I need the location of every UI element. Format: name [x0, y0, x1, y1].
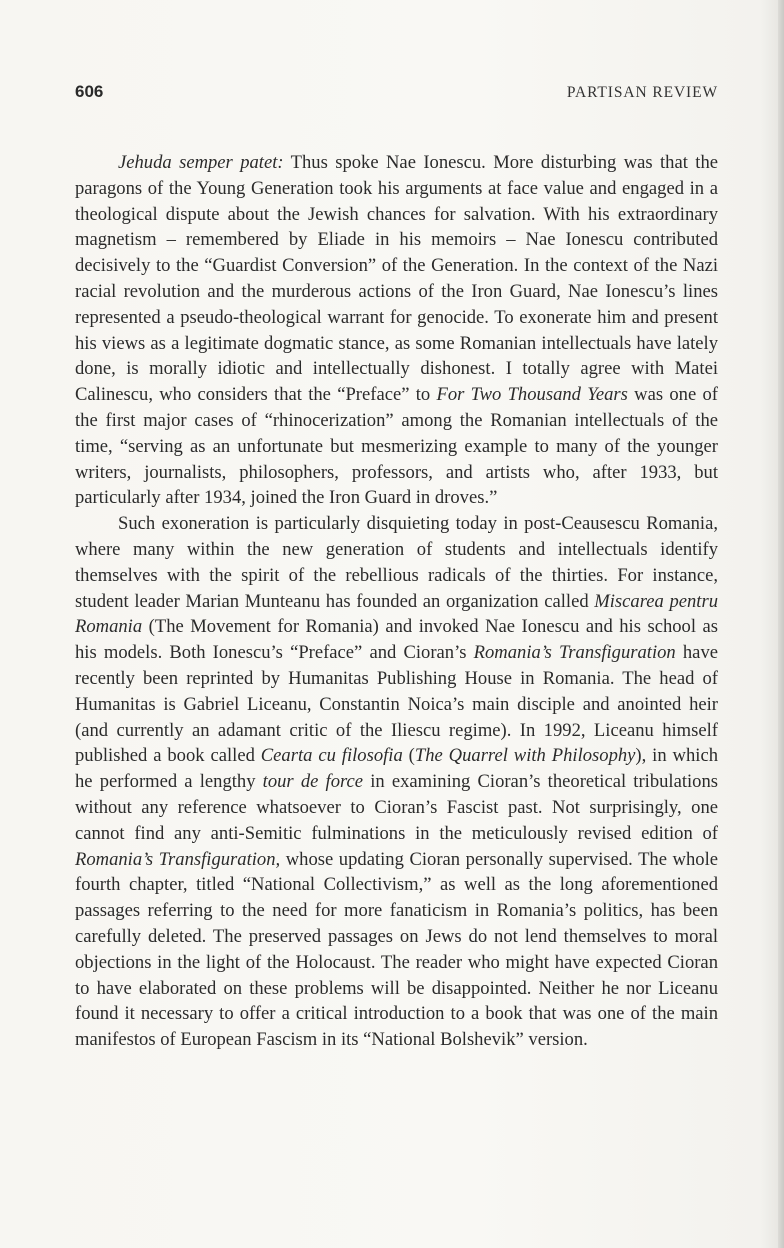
- text-span: in examining Cioran’s theoretical tribulations without any reference whatsoever to Cioran’s Fascist past. Not surprisingly, one cannot find any anti-Semitic fulminations in the meticulously revised edition of: [75, 771, 718, 844]
- italic-phrase: Jehuda semper patet:: [118, 152, 284, 173]
- book-title: For Two Thousand Years: [436, 384, 628, 406]
- italic-phrase: tour de force: [262, 771, 364, 793]
- paragraph-2: [75, 511, 718, 1053]
- page-number: 606: [75, 82, 104, 101]
- paragraph-1: [75, 150, 718, 511]
- text-span: whose updating Cioran personally supervised. The whole fourth chapter, titled “National Collectivism,” as well as the long aforementioned passages referring to the need for more fanaticism in Romania’s politics, has been carefully deleted. The preserved passages on Jews do not lend themselves to moral objections in the light of the Holocaust. The reader who might have expected Cioran to have elaborated on these problems will be disappointed. Neither he nor Liceanu found it necessary to offer a critical introduction to a book that was one of the main manifestos of European Fascism in its “National Bolshevik” version.: [75, 848, 718, 1051]
- book-title: Romania’s Transfiguration: [473, 642, 676, 664]
- organization-name: Miscarea pentru Romania: [75, 590, 718, 638]
- text-span: was one of the first major cases of “rhinocerization” among the Romanian intellectuals of the time, “serving as an unfortunate but mesmerizing example to many of the younger writers, journalists, philosophers, professors, and artists who, after 1933, but particularly after 1934, joined the Iron Guard in droves.”: [75, 384, 718, 509]
- book-title: The Quarrel with Philosophy: [414, 745, 636, 767]
- text-span: ), in which he performed a lengthy: [75, 745, 718, 793]
- page-header: [75, 82, 718, 106]
- body-text: [75, 150, 718, 1053]
- text-span: have recently been reprinted by Humanitas Publishing House in Romania. The head of Humanitas is Gabriel Liceanu, Constantin Noica’s main disciple and anointed heir (and currently an adamant critic of the Iliescu regime). In 1992, Liceanu himself published a book called: [75, 642, 718, 767]
- book-title: Romania’s Transfiguration,: [75, 848, 281, 870]
- text-span: Such exoneration is particularly disquieting today in post-Ceausescu Romania, where many within the new generation of students and intellectuals identify themselves with the spirit of the rebellious radicals of the thirties. For instance, student leader Marian Munteanu has founded an organization called: [75, 513, 718, 612]
- text-span: (: [402, 745, 415, 767]
- page-edge: [778, 0, 784, 1248]
- book-title: Cearta cu filosofia: [260, 745, 403, 767]
- running-head: PARTISAN REVIEW: [566, 84, 718, 101]
- text-span: Thus spoke Nae Ionescu. More disturbing was that the paragons of the Young Generation took his arguments at face value and engaged in a theological dispute about the Jewish chances for salvation. With his extraordinary magnetism – remembered by Eliade in his memoirs – Nae Ionescu contributed decisively to the “Guardist Conversion” of the Generation. In the context of the Nazi racial revolution and the murderous actions of the Iron Guard, Nae Ionescu’s lines represented a pseudo-theological warrant for genocide. To exonerate him and present his views as a legitimate dogmatic stance, as some Romanian intellectuals have lately done, is morally idiotic and intellectually dishonest. I totally agree with Matei Calinescu, who considers that the “Preface” to: [75, 152, 719, 406]
- text-span: (The Movement for Romania) and invoked Nae Ionescu and his school as his models. Both Ionescu’s “Preface” and Cioran’s: [75, 616, 718, 664]
